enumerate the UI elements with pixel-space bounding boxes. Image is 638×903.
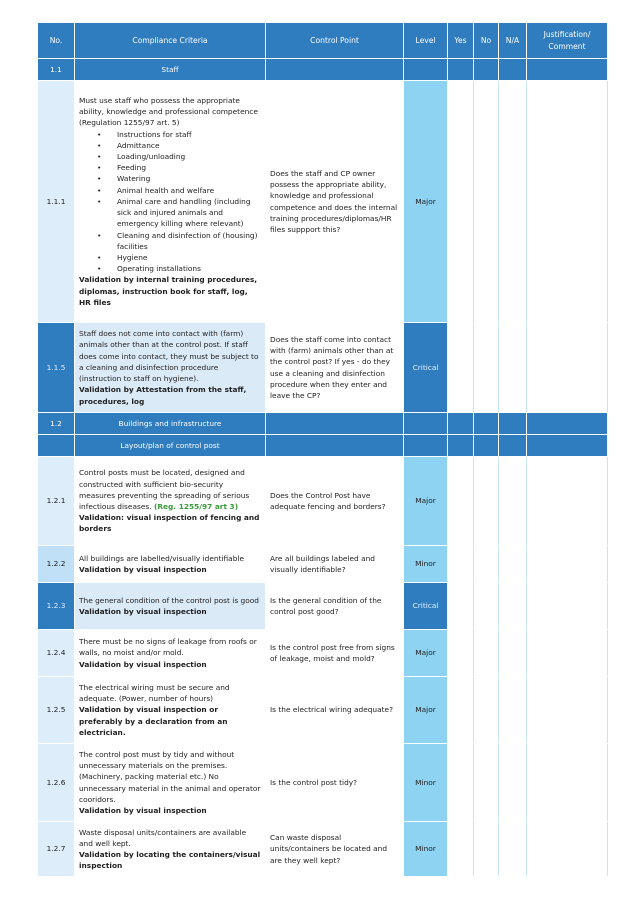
- row-number: 1.2.5: [38, 677, 75, 744]
- header-control-point: Control Point: [266, 23, 404, 59]
- list-item: • Hygiene: [97, 252, 148, 262]
- table-row-1-2-2: [38, 546, 608, 583]
- validation-text: Validation by Attestation from the staff, procedures, log: [79, 385, 247, 406]
- header-no-col: No: [474, 23, 499, 59]
- list-item: • Loading/unloading: [97, 152, 186, 162]
- no-cell[interactable]: [474, 323, 499, 413]
- na-cell[interactable]: [499, 583, 527, 630]
- row-number: 1.2.6: [38, 744, 75, 822]
- no-cell[interactable]: [474, 546, 499, 583]
- list-item: • Operating installations: [97, 264, 201, 274]
- yes-cell[interactable]: [448, 457, 474, 546]
- criteria-cell: [75, 81, 266, 323]
- header-yes: Yes: [448, 23, 474, 59]
- table-row-1-2-1: [38, 457, 608, 546]
- row-number: 1.1.1: [38, 81, 75, 323]
- table-row-1-2-7: [38, 822, 608, 877]
- level-badge: Minor: [404, 546, 448, 583]
- regulation-reference: (Reg. 1255/97 art 3): [153, 502, 239, 511]
- criteria-text: All buildings are labelled/visually identifiable: [79, 553, 244, 563]
- row-number: 1.2.1: [38, 457, 75, 546]
- validation-text: Validation by visual inspection: [79, 659, 207, 669]
- validation-text: Validation by visual inspection: [79, 607, 207, 616]
- criteria-cell: [75, 822, 266, 877]
- list-item: • Instructions for staff: [97, 129, 192, 139]
- no-cell[interactable]: [474, 677, 499, 744]
- yes-cell[interactable]: [448, 323, 474, 413]
- justification-cell[interactable]: [527, 822, 608, 877]
- control-point-cell: Are all buildings labeled and visually identifiable?: [266, 546, 404, 583]
- criteria-text: Control posts must be located, designed and constructed with sufficient bio-security measures preventing the spreading of serious infectious diseases.: [79, 468, 250, 511]
- subsection-title: Layout/plan of control post: [75, 435, 266, 457]
- list-item: • Animal health and welfare: [97, 185, 215, 195]
- validation-text: Validation: visual inspection of fencing and borders: [79, 513, 260, 534]
- header-level: Level: [404, 23, 448, 59]
- row-number: 1.2.4: [38, 630, 75, 677]
- row-number: 1.2.7: [38, 822, 75, 877]
- justification-cell[interactable]: [527, 546, 608, 583]
- criteria-cell: [75, 630, 266, 677]
- yes-cell[interactable]: [448, 822, 474, 877]
- table-row-1-1-5: [38, 323, 608, 413]
- yes-cell[interactable]: [448, 630, 474, 677]
- level-badge: Critical: [404, 323, 448, 413]
- na-cell[interactable]: [499, 630, 527, 677]
- justification-cell[interactable]: [527, 677, 608, 744]
- row-number: 1.2.3: [38, 583, 75, 630]
- control-point-cell: Does the staff and CP owner possess the appropriate ability, knowledge and professional competence and does the internal training procedures/diplomas/HR files suppport this?: [266, 81, 404, 323]
- justification-cell[interactable]: [527, 744, 608, 822]
- criteria-cell: [75, 677, 266, 744]
- criteria-cell: [75, 583, 266, 630]
- row-number: 1.1.5: [38, 323, 75, 413]
- section-number: 1.2: [38, 413, 75, 435]
- yes-cell[interactable]: [448, 546, 474, 583]
- level-badge: Minor: [404, 744, 448, 822]
- criteria-text: The control post must by tidy and without unnecessary materials on the premises. (Machinery, packing material etc.) No unnecessary material in the animal and operator cooridors.: [79, 749, 261, 804]
- justification-cell[interactable]: [527, 583, 608, 630]
- list-item: • Cleaning and disinfection of (housing) facilities: [97, 230, 258, 251]
- yes-cell[interactable]: [448, 744, 474, 822]
- header-na: N/A: [499, 23, 527, 59]
- control-point-cell: Is the control post free from signs of leakage, moist and mold?: [266, 630, 404, 677]
- control-point-cell: Does the Control Post have adequate fencing and borders?: [266, 457, 404, 546]
- yes-cell[interactable]: [448, 583, 474, 630]
- na-cell[interactable]: [499, 677, 527, 744]
- criteria-cell: [75, 323, 266, 413]
- criteria-cell: [75, 744, 266, 822]
- criteria-cell: [75, 457, 266, 546]
- list-item: • Feeding: [97, 163, 147, 173]
- criteria-text: There must be no signs of leakage from roofs or walls, no moist and/or mold.: [79, 637, 257, 658]
- na-cell[interactable]: [499, 744, 527, 822]
- yes-cell[interactable]: [448, 81, 474, 323]
- na-cell[interactable]: [499, 323, 527, 413]
- validation-text: Validation by internal training procedures, diplomas, instruction book for staff, log, HR files: [79, 275, 258, 307]
- validation-text: Validation by visual inspection: [79, 565, 207, 574]
- no-cell[interactable]: [474, 630, 499, 677]
- header-justification: Justification/ Comment: [527, 23, 608, 59]
- justification-cell[interactable]: [527, 81, 608, 323]
- control-point-cell: Can waste disposal units/containers be located and are they well kept?: [266, 822, 404, 877]
- table-row-1-1-1: [38, 81, 608, 323]
- justification-cell[interactable]: [527, 323, 608, 413]
- yes-cell[interactable]: [448, 677, 474, 744]
- na-cell[interactable]: [499, 457, 527, 546]
- header-no: No.: [38, 23, 75, 59]
- no-cell[interactable]: [474, 81, 499, 323]
- level-badge: Major: [404, 457, 448, 546]
- control-point-cell: Is the electrical wiring adequate?: [266, 677, 404, 744]
- compliance-table: [37, 22, 608, 877]
- criteria-text: Staff does not come into contact with (farm) animals other than at the control post. If staff does come into contact, they must be subject to a cleaning and disinfection procedure (instruction to staff on hygiene).: [79, 329, 259, 384]
- no-cell[interactable]: [474, 583, 499, 630]
- section-title: Staff: [75, 59, 266, 81]
- table-row-1-2-5: [38, 677, 608, 744]
- criteria-text: The electrical wiring must be secure and adequate. (Power, number of hours): [79, 682, 230, 704]
- criteria-cell: [75, 546, 266, 583]
- no-cell[interactable]: [474, 744, 499, 822]
- section-title: Buildings and infrastructure: [75, 413, 266, 435]
- na-cell[interactable]: [499, 822, 527, 877]
- list-item: • Animal care and handling (including sick and injured animals and emergency killing where relevant): [97, 196, 251, 229]
- justification-cell[interactable]: [527, 630, 608, 677]
- section-row-1-2: [38, 413, 608, 435]
- na-cell[interactable]: [499, 546, 527, 583]
- no-cell[interactable]: [474, 822, 499, 877]
- list-item: • Watering: [97, 174, 151, 184]
- section-number: 1.1: [38, 59, 75, 81]
- level-badge: Major: [404, 81, 448, 323]
- validation-text: Validation by visual inspection: [79, 805, 207, 815]
- criteria-bullet-list: [79, 129, 261, 275]
- criteria-text: The general condition of the control post is good: [79, 595, 259, 605]
- no-cell[interactable]: [474, 457, 499, 546]
- validation-text: Validation by visual inspection or preferably by a declaration from an electrician.: [79, 705, 228, 737]
- row-number: 1.2.2: [38, 546, 75, 583]
- control-point-cell: Is the control post tidy?: [266, 744, 404, 822]
- level-badge: Major: [404, 677, 448, 744]
- table-row-1-2-4: [38, 630, 608, 677]
- na-cell[interactable]: [499, 81, 527, 323]
- criteria-text: Must use staff who possess the appropriate ability, knowledge and professional competence (Regulation 1255/97 art. 5): [79, 96, 258, 128]
- control-point-cell: Is the general condition of the control post good?: [266, 583, 404, 630]
- table-row-1-2-6: [38, 744, 608, 822]
- header-criteria: Compliance Criteria: [75, 23, 266, 59]
- list-item: • Admittance: [97, 140, 160, 150]
- criteria-text: Waste disposal units/containers are available and well kept.: [79, 827, 247, 848]
- justification-cell[interactable]: [527, 457, 608, 546]
- level-badge: Major: [404, 630, 448, 677]
- validation-text: Validation by locating the containers/visual inspection: [79, 850, 261, 871]
- subsection-row: [38, 435, 608, 457]
- section-row-1-1: [38, 59, 608, 81]
- table-row-1-2-3: [38, 583, 608, 630]
- table-header-row: [38, 23, 608, 59]
- level-badge: Minor: [404, 822, 448, 877]
- control-point-cell: Does the staff come into contact with (farm) animals other than at the control post? If yes - do they use a cleaning and disinfection procedure when they enter and leave the CP?: [266, 323, 404, 413]
- level-badge: Critical: [404, 583, 448, 630]
